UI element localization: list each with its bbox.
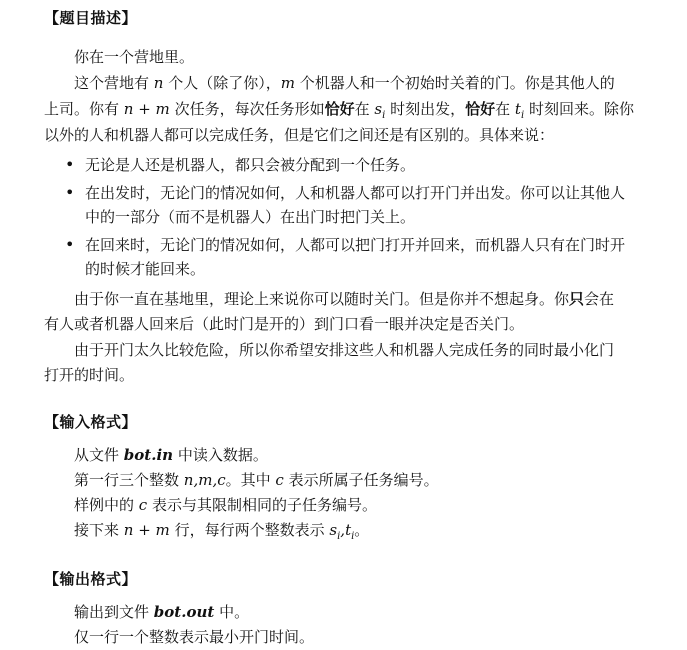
- emphasis-text: 恰好: [465, 100, 496, 118]
- bullet-marker: •: [65, 155, 75, 174]
- input-line-2: [74, 470, 439, 490]
- description-paragraph-1: 你在一个营地里。: [74, 48, 195, 66]
- text-fragment: 。: [354, 521, 370, 539]
- description-paragraph-4-line-2: 打开的时间。: [44, 366, 135, 384]
- math-t-i: [514, 100, 525, 121]
- math-s-i-t-i: [329, 521, 355, 542]
- input-format-heading: 【输入格式】: [44, 413, 138, 431]
- math-subscript-i: i: [382, 110, 386, 121]
- text-fragment: 。其中: [225, 471, 271, 489]
- text-fragment: 时刻出发，: [390, 100, 466, 118]
- description-heading: 【题目描述】: [44, 9, 138, 27]
- output-filename: bot.out: [153, 603, 215, 621]
- input-filename: bot.in: [123, 446, 174, 464]
- math-s: s: [374, 100, 383, 118]
- text-fragment: 表示与其限制相同的子任务编号。: [151, 496, 377, 514]
- math-t: t: [345, 521, 352, 539]
- math-m: m: [280, 74, 295, 92]
- bullet-item-2-line-2: 中的一部分（而不是机器人）在出门时把门关上。: [85, 208, 416, 226]
- text-fragment: 在: [354, 100, 370, 118]
- math-t: t: [514, 100, 521, 118]
- text-fragment: 输出到文件: [74, 603, 150, 621]
- description-paragraph-2-line-1: [74, 73, 615, 93]
- output-format-heading: 【输出格式】: [44, 570, 138, 588]
- math-s: s: [329, 521, 338, 539]
- text-fragment: 由于你一直在基地里，理论上来说你可以随时关门。但是你并不想起身。你: [74, 290, 570, 308]
- text-fragment: 时刻回来。除你: [528, 100, 634, 118]
- bullet-marker: •: [65, 235, 75, 254]
- text-fragment: 个人（除了你），: [168, 74, 281, 92]
- description-paragraph-2-line-3: 以外的人和机器人都可以完成任务，但是它们之间还是有区别的。具体来说：: [44, 126, 555, 144]
- output-line-2: 仅一行一个整数表示最小开门时间。: [74, 628, 315, 646]
- input-line-1: [74, 445, 268, 465]
- math-subscript-i: i: [337, 531, 341, 542]
- text-fragment: 中读入数据。: [177, 446, 268, 464]
- bullet-item-1: 无论是人还是机器人，都只会被分配到一个任务。: [85, 156, 416, 174]
- text-fragment: 次任务，每次任务形如: [174, 100, 325, 118]
- math-s-i: [374, 100, 386, 121]
- bullet-item-3-line-2: 的时候才能回来。: [85, 260, 206, 278]
- text-fragment: 个机器人和一个初始时关着的门。你是其他人的: [299, 74, 615, 92]
- output-line-1: [74, 602, 249, 622]
- emphasis-text: 只: [569, 290, 585, 308]
- math-c: c: [138, 496, 148, 514]
- bullet-item-3-line-1: 在回来时，无论门的情况如何，人都可以把门打开并回来，而机器人只有在门时开: [85, 236, 626, 254]
- emphasis-text: 恰好: [324, 100, 355, 118]
- text-fragment: 行，每行两个整数表示: [174, 521, 325, 539]
- description-paragraph-2-line-2: [44, 99, 634, 126]
- math-n-plus-m: n + m: [123, 521, 170, 539]
- text-fragment: 样例中的: [74, 496, 135, 514]
- text-fragment: 第一行三个整数: [74, 471, 180, 489]
- math-n-plus-m: n + m: [123, 100, 170, 118]
- math-subscript-i: i: [520, 110, 525, 121]
- math-n-m-c: n,m,c: [183, 471, 226, 489]
- text-fragment: 接下来: [74, 521, 120, 539]
- text-fragment: 会在: [584, 290, 615, 308]
- math-n: n: [153, 74, 164, 92]
- text-fragment: 上司。你有: [44, 100, 120, 118]
- math-subscript-i: i: [351, 531, 355, 542]
- text-fragment: 这个营地有: [74, 74, 150, 92]
- description-paragraph-4-line-1: 由于开门太久比较危险，所以你希望安排这些人和机器人完成任务的同时最小化门: [74, 341, 615, 359]
- description-paragraph-3-line-2: 有人或者机器人回来后（此时门是开的）到门口看一眼并决定是否关门。: [44, 315, 525, 333]
- text-fragment: 表示所属子任务编号。: [288, 471, 439, 489]
- bullet-marker: •: [65, 183, 75, 202]
- input-line-4: [74, 520, 369, 547]
- text-fragment: 在: [495, 100, 511, 118]
- math-c: c: [275, 471, 284, 489]
- description-paragraph-3-line-1: [74, 289, 614, 309]
- text-fragment: 从文件: [74, 446, 120, 464]
- math-comma: ,: [340, 521, 346, 539]
- text-fragment: 中。: [219, 603, 250, 621]
- bullet-item-2-line-1: 在出发时，无论门的情况如何，人和机器人都可以打开门并出发。你可以让其他人: [85, 184, 626, 202]
- input-line-3: [74, 495, 377, 515]
